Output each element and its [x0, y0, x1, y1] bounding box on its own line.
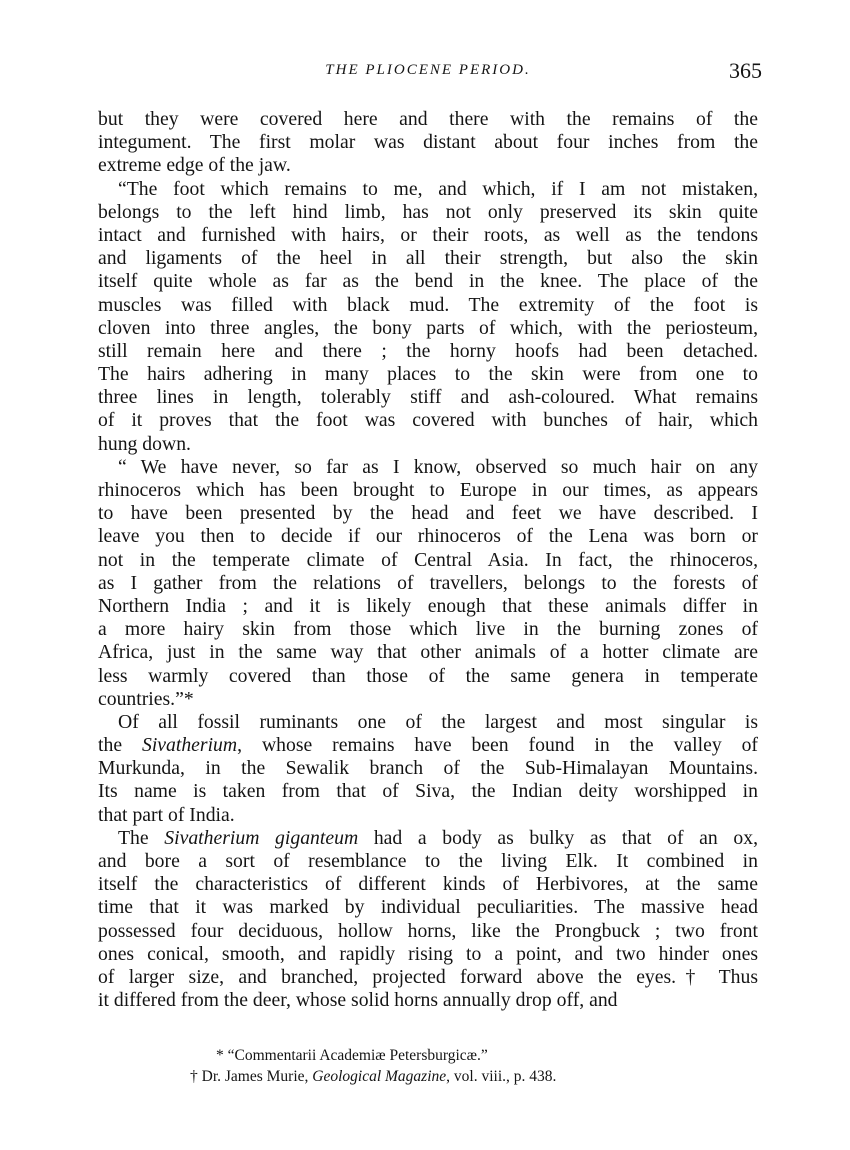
footnote-marker: † — [190, 1068, 198, 1085]
text-line: time that it was marked by individual peculiarities. The massive head — [98, 896, 758, 919]
text-line: leave you then to decide if our rhinoceros of the Lena was born or — [98, 525, 758, 548]
text-line: not in the temperate climate of Central Asia. In fact, the rhinoceros, — [98, 548, 758, 571]
text-line: Africa, just in the same way that other animals of a hotter climate are — [98, 641, 758, 664]
text-line: integument. The first molar was distant about four inches from the — [98, 131, 758, 154]
footnotes — [98, 1045, 758, 1087]
text-line: “The foot which remains to me, and which, if I am not mistaken, — [118, 177, 758, 200]
text-line: belongs to the left hind limb, has not only preserved its skin quite — [98, 200, 758, 223]
text-line: Its name is taken from that of Siva, the Indian deity worshipped in — [98, 780, 758, 803]
text-line: countries.”* — [98, 687, 194, 710]
text-line: to have been presented by the head and feet we have described. I — [98, 502, 758, 525]
text-line: but they were covered here and there with the remains of the — [98, 108, 758, 130]
text-line: The Sivatherium giganteum had a body as bulky as that of an ox, — [118, 826, 759, 849]
text-line: the Sivatherium, whose remains have been found in the valley of — [98, 734, 758, 757]
paragraph — [98, 711, 758, 827]
chapter-title: THE PLIOCENE PERIOD. — [325, 62, 531, 78]
text-line: that part of India. — [98, 803, 235, 826]
text-line: as I gather from the relations of travellers, belongs to the forests of — [98, 571, 758, 594]
text-line: and ligaments of the heel in all their strength, but also the skin — [98, 247, 758, 270]
text-line: possessed four deciduous, hollow horns, like the Prongbuck ; two front — [98, 919, 758, 942]
text-line: Northern India ; and it is likely enough that these animals differ in — [98, 594, 758, 617]
text-line: cloven into three angles, the bony parts of which, with the periosteum, — [98, 316, 758, 339]
text-line: intact and furnished with hairs, or their roots, as well as the tendons — [98, 223, 758, 246]
footnote-text: “Commentarii Academiæ Petersburgicæ.” — [227, 1047, 488, 1064]
text-line: The hairs adhering in many places to the skin were from one to — [98, 363, 758, 386]
text-line: hung down. — [98, 432, 191, 455]
paragraph — [98, 178, 758, 456]
paragraph — [98, 108, 758, 178]
running-head — [98, 58, 762, 92]
text-line: rhinoceros which has been brought to Europe in our times, as appears — [98, 479, 758, 501]
text-line: of it proves that the foot was covered with bunches of hair, which — [98, 409, 758, 432]
paragraph — [98, 827, 758, 1013]
text-line: a more hairy skin from those which live in the burning zones of — [98, 618, 758, 641]
text-line: itself the characteristics of different kinds of Herbivores, at the same — [98, 873, 758, 896]
text-line: muscles was filled with black mud. The extremity of the foot is — [98, 293, 758, 316]
text-line: and bore a sort of resemblance to the living Elk. It combined in — [98, 850, 758, 872]
text-line: less warmly covered than those of the same genera in temperate — [98, 664, 758, 687]
paragraph — [98, 456, 758, 711]
text-line: ones conical, smooth, and rapidly rising to a point, and two hinder ones — [98, 942, 758, 965]
text-line: still remain here and there ; the horny hoofs had been detached. — [98, 339, 758, 362]
text-line: Of all fossil ruminants one of the largest and most singular is — [118, 710, 758, 733]
text-line: Murkunda, in the Sewalik branch of the Sub-Himalayan Mountains. — [98, 757, 758, 780]
text-line: “ We have never, so far as I know, observed so much hair on any — [118, 455, 758, 478]
text-line: of larger size, and branched, projected forward above the eyes.† Thus — [98, 965, 758, 988]
footnote — [98, 1066, 758, 1087]
text-line: itself quite whole as far as the bend in the knee. The place of the — [98, 270, 758, 293]
text-line: extreme edge of the jaw. — [98, 154, 291, 177]
footnote — [98, 1045, 758, 1066]
text-line: it differed from the deer, whose solid horns annually drop off, and — [98, 989, 618, 1012]
text-line: three lines in length, tolerably stiff and ash-coloured. What remains — [98, 386, 758, 409]
body-text — [98, 108, 758, 1012]
page-number: 365 — [729, 58, 762, 83]
footnote-text: Dr. James Murie, Geological Magazine, vol. viii., p. 438. — [201, 1068, 557, 1085]
footnote-marker: * — [216, 1047, 224, 1064]
